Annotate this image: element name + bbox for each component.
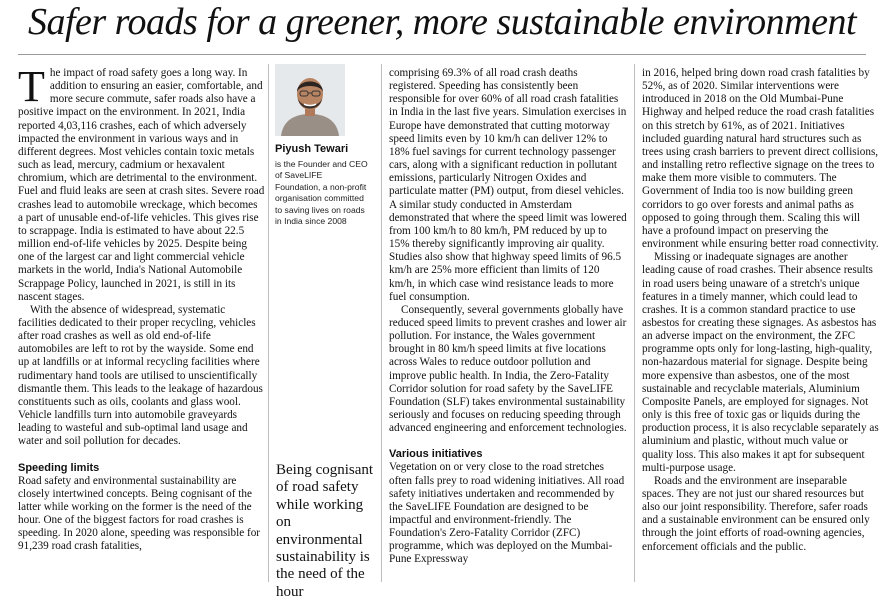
author-name: Piyush Tewari	[275, 143, 349, 155]
body-paragraph: Road safety and environmental sustainability are closely intertwined concepts. Being cognisant of the latter while working on the former is the need of the hour. One of the biggest factors for road crashes is speeding. In 2020 alone, speeding was responsible for 91,239 road crash fatalities,	[18, 474, 261, 553]
section-heading-speeding: Speeding limits	[18, 461, 100, 474]
column-1	[18, 62, 265, 553]
author-photo	[275, 64, 345, 136]
body-paragraph: Missing or inadequate signages are another leading cause of road crashes. Their absence results in road users being unaware of a stretch's unique features in a timely manner, which could lead to crashes. It is a common standard practice to use asbestos for creating these signages. As asbestos has an adverse impact on the environment, the ZFC programme opts only for long-lasting, high-quality, non-hazardous material for signage. Despite being more expensive than asbestos, one of the most sustainable and recyclable materials, Aluminium Composite Panels, are employed for signages. Not only is this free of toxic gas or liquids during the production process, it is also recyclable separately as aluminium and plastic, without much value or quality loss. This also makes it apt for subsequent multi-purpose usage.	[642, 251, 879, 474]
section-heading-initiatives: Various initiatives	[389, 448, 483, 461]
body-paragraph: Vegetation on or very close to the road stretches often falls prey to road widening initiatives. All road safety initiatives undertaken and recommended by the SaveLIFE Foundation are designed to be impactful and environment-friendly. The Foundation's Zero-Fatality Corridor (ZFC) programme, which was deployed on the Mumbai-Pune Expressway	[389, 461, 625, 566]
column-3	[389, 67, 627, 567]
body-paragraph: comprising 69.3% of all road crash deaths registered. Speeding has consistently been responsible for over 60% of all road crash fatalities in India in the last five years. Simulation exercises in Europe have demonstrated that cutting motorway speed limits even by 10 km/h can deliver 12% to 18% fuel savings for current technology passenger cars, along with a significant reduction in pollutant emissions, particularly Nitrogen Oxides and particulate matter (PM) output, from diesel vehicles. A similar study conducted in Amsterdam demonstrated that where the speed limit was lowered from 100 km/h to 80 km/h, PM reduced by up to 15% thereby significantly improving air quality. Studies also show that highway speed limits of 96.5 km/h are 25% more efficient than limits of 120 km/h, in which case wind resistance leads to more fuel consumption.	[389, 67, 627, 303]
intro-paragraph	[18, 62, 265, 304]
body-paragraph: in 2016, helped bring down road crash fatalities by 52%, as of 2020. Similar interventions were introduced in 2018 on the Old Mumbai-Pune Highway and helped reduce the road crash fatalities on this stretch by 61%, as of 2021. Initiatives included guarding natural hard structures such as trees using crash barriers to prevent direct collisions, and installing retro reflective signage on the trees to make them more visible to commuters. The Government of India too is now building green corridors to go over forests and animal paths as opposed to going through them. Scaling this will have a profound impact on preserving the environment while ensuring better road connectivity.	[642, 67, 879, 251]
body-paragraph: Roads and the environment are inseparable spaces. They are not just our shared resources but also our joint responsibility. Therefore, safer roads and a sustainable environment can be ensured only through the joint efforts of road-owning agencies, enforcement officials and the public.	[642, 474, 870, 553]
author-box	[275, 64, 375, 227]
intro-text: he impact of road safety goes a long way. In addition to ensuring an easier, comfortable, and more secure commute, safer roads also have a positive impact on the environment. In 2021, India reported 4,03,116 crashes, each of which adversely impacted the environment in various ways and in different degrees. Most vehicles contain toxic metals such as lead, mercury, cadmium or hexavalent chromium, which are detrimental to the environment. Fuel and fluid leaks are seen at crash sites. Severe road crashes lead to automobile wreckage, which becomes a part of unusable end-of-life vehicles. This gives rise to scrappage. India is estimated to have about 22.5 million end-of-life vehicles by 2025. Despite being one of the largest car and light commercial vehicle markets in the world, India's National Automobile Scrappage Policy, launched in 2021, is still in its nascent stages.	[18, 67, 265, 303]
headline-rule	[18, 54, 866, 55]
body-paragraph: Consequently, several governments globally have reduced speed limits to prevent crashes and lower air pollution. For instance, the Wales government brought in 80 km/h speed limits at five locations across Wales to reduce outdoor pollution and improve public health. In India, the Zero-Fatality Corridor solution for road safety by the SaveLIFE Foundation (SLF) takes environmental sustainability seriously and focuses on reducing speeding through advanced engineering and enforcement technologies.	[389, 303, 627, 435]
column-divider	[381, 64, 382, 582]
person-icon	[275, 64, 345, 136]
article-headline: Safer roads for a greener, more sustainable environment	[27, 1, 857, 43]
drop-cap: T	[18, 62, 45, 111]
column-divider	[634, 64, 635, 582]
column-4	[642, 67, 881, 554]
body-paragraph: With the absence of widespread, systematic facilities dedicated to their proper recycling, vehicles after road crashes as well as old end-of-life automobiles are left to rot by the wayside. Some end up at landfills or at informal recycling facilities where rudimentary hand tools are utilised to unscientifically dismantle them. This leads to the leakage of hazardous constituents such as oils, coolants and glass wool. Vehicle landfills turn into automobile graveyards leading to wasteful and sub-optimal land usage and water and soil pollution for decades.	[18, 303, 263, 448]
author-bio: is the Founder and CEO of SaveLIFE Foundation, a non-profit organisation committed to saving lives on roads in India since 2008	[275, 159, 368, 227]
pull-quote: Being cognisant of road safety while working on environmental sustainability is the need of the hour	[276, 462, 374, 600]
column-divider	[268, 64, 269, 582]
